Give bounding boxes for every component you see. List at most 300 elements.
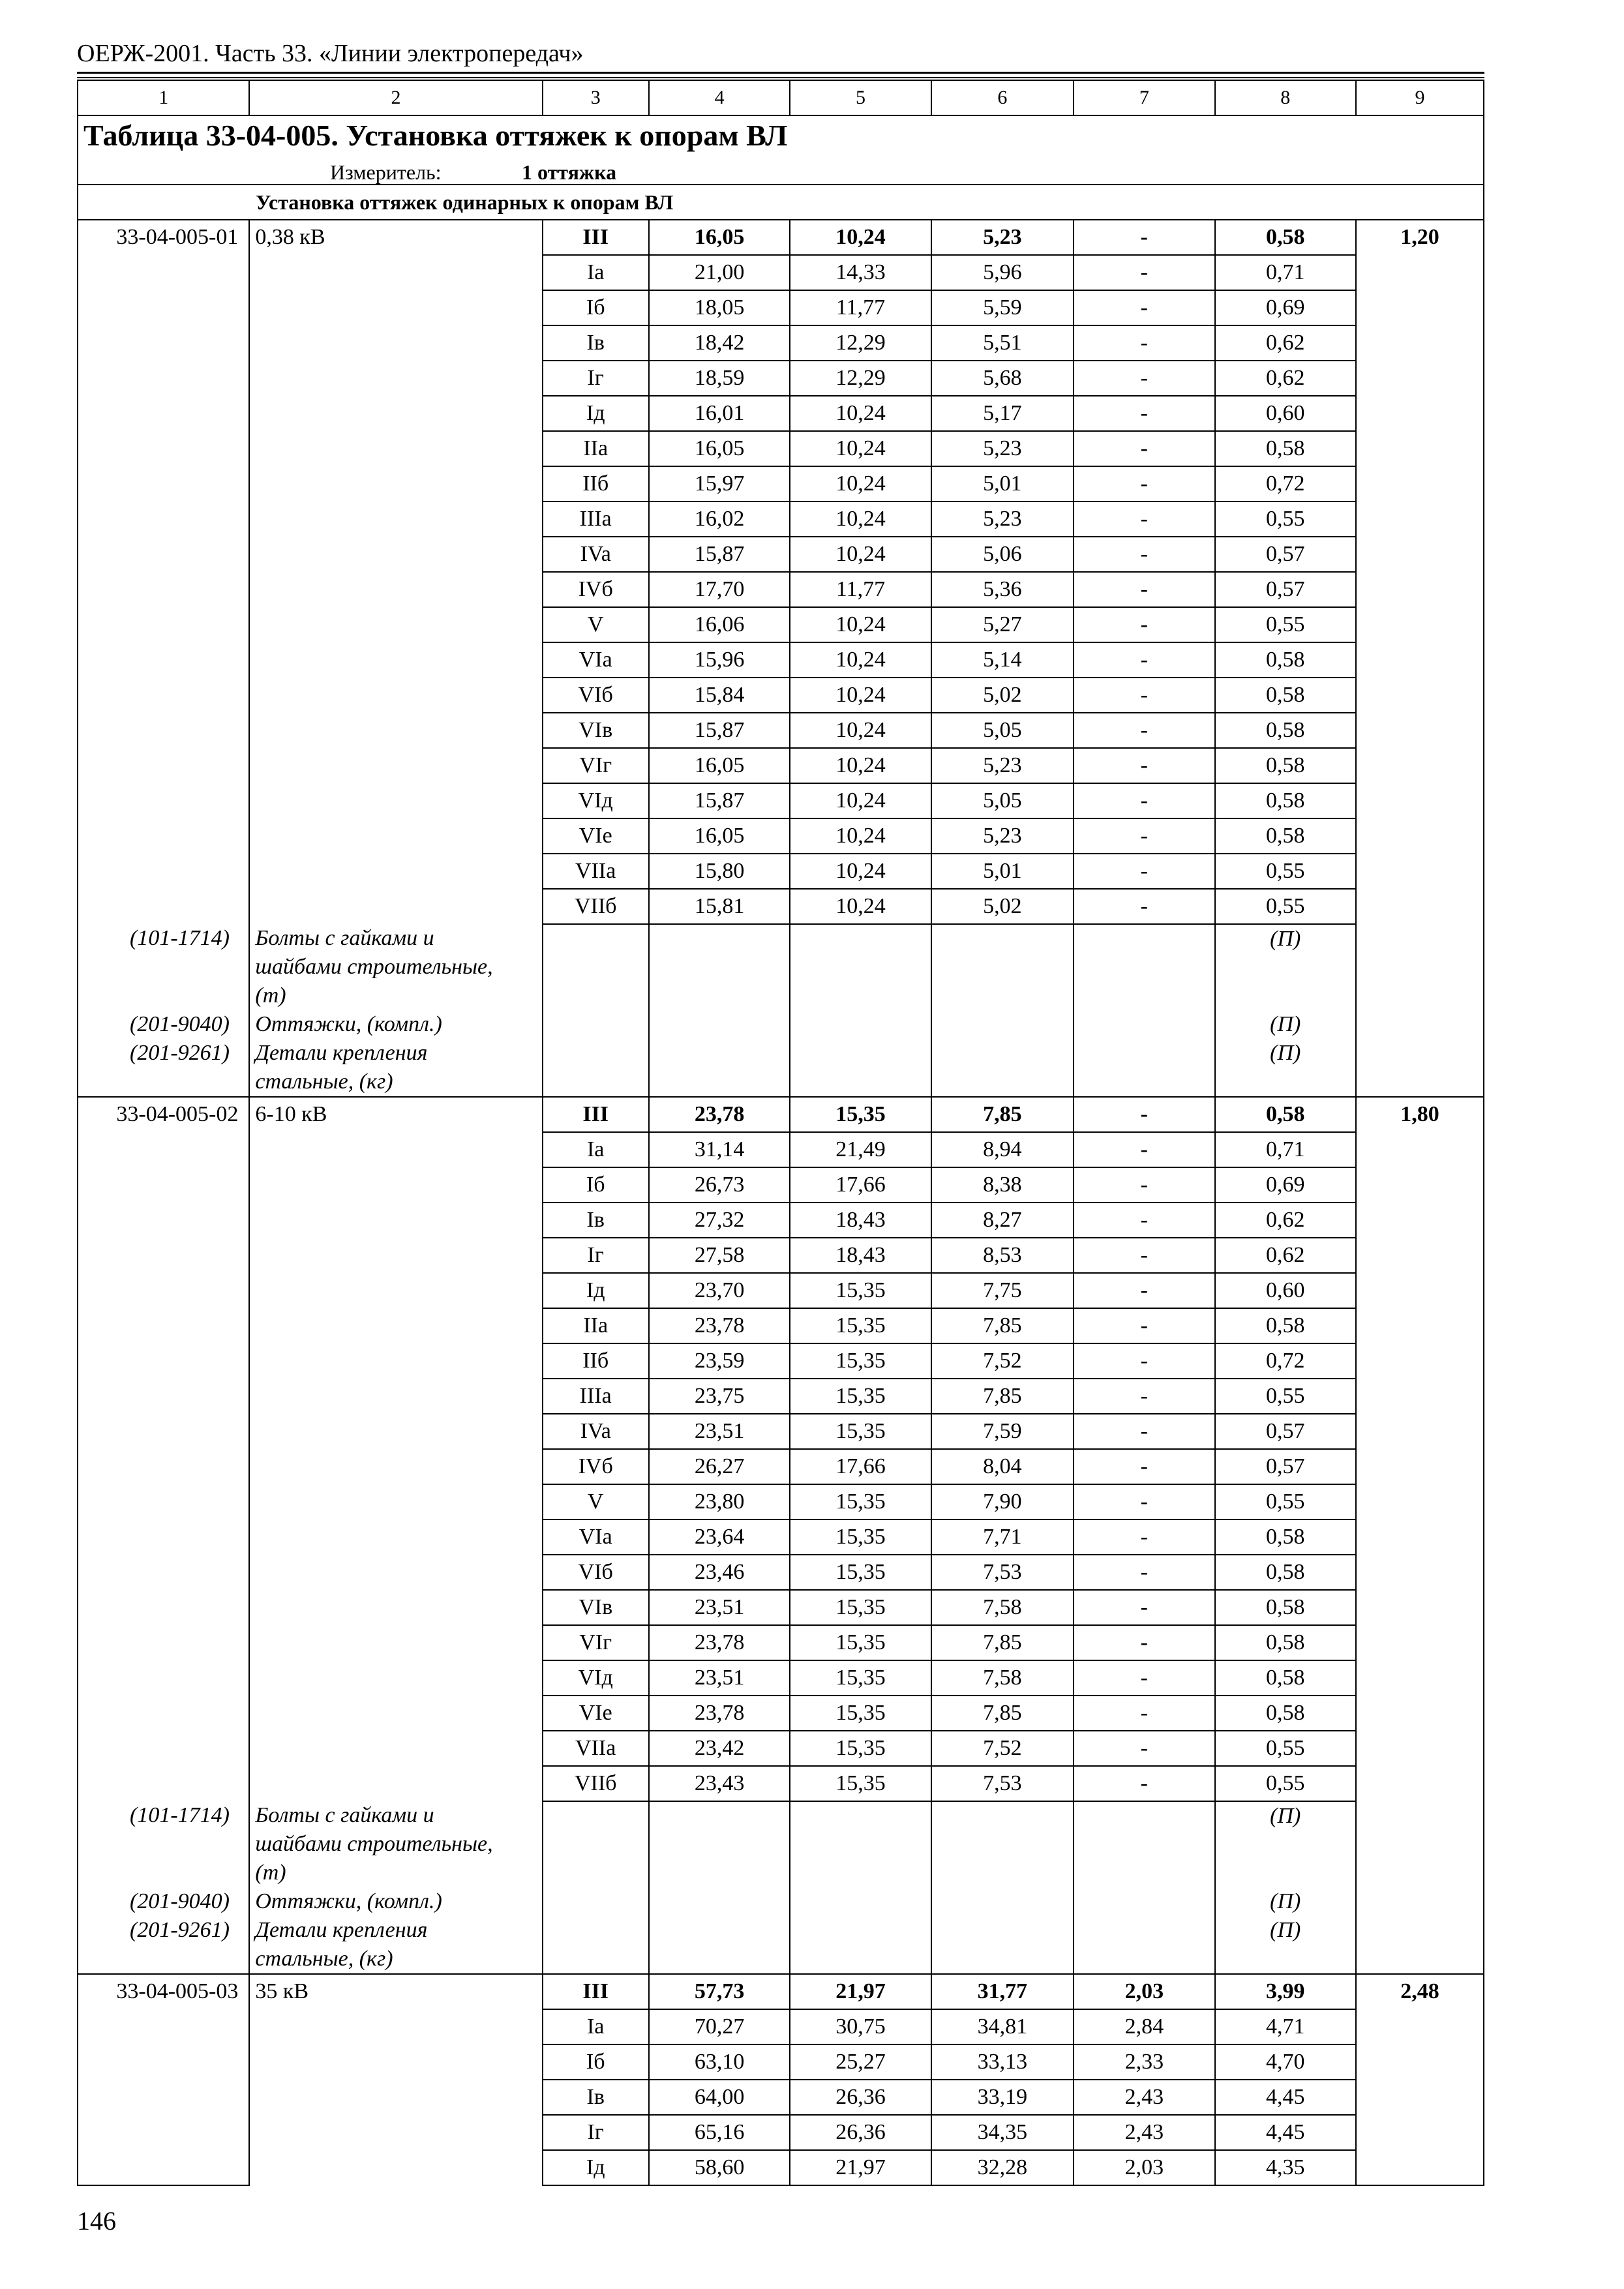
cell-col3: VIд bbox=[543, 783, 649, 818]
cell-col7: - bbox=[1074, 1449, 1214, 1484]
cell-col8: 0,58 bbox=[1215, 783, 1356, 818]
resource-code: (201-9040) bbox=[130, 1012, 230, 1036]
cell-col3: Iг bbox=[543, 2115, 649, 2150]
cell-col3: VIe bbox=[543, 1696, 649, 1731]
cell-col4: 23,51 bbox=[649, 1660, 790, 1696]
cell-col7: 2,84 bbox=[1074, 2009, 1214, 2044]
cell-col5: 10,24 bbox=[790, 783, 931, 818]
cell-col7: - bbox=[1074, 1132, 1214, 1167]
cell-col4: 64,00 bbox=[649, 2080, 790, 2115]
empty-cell bbox=[649, 1916, 790, 1974]
resource-row bbox=[78, 1039, 1484, 1097]
cell-col6: 7,85 bbox=[931, 1625, 1074, 1660]
cell-col5: 17,66 bbox=[790, 1449, 931, 1484]
cell-col4: 23,78 bbox=[649, 1696, 790, 1731]
cell-col5: 15,35 bbox=[790, 1308, 931, 1343]
cell-col3: VIб bbox=[543, 1555, 649, 1590]
measure-label: Измеритель: bbox=[330, 160, 442, 184]
cell-col3: Ia bbox=[543, 255, 649, 290]
cell-col5: 18,43 bbox=[790, 1203, 931, 1238]
section-name: 0,38 кВ bbox=[249, 220, 542, 924]
cell-col7: - bbox=[1074, 854, 1214, 889]
cell-col8: 0,58 bbox=[1215, 642, 1356, 678]
cell-col8: 0,58 bbox=[1215, 1660, 1356, 1696]
cell-col5: 11,77 bbox=[790, 572, 931, 607]
cell-col5: 10,24 bbox=[790, 396, 931, 431]
cell-col4: 23,42 bbox=[649, 1731, 790, 1766]
cell-col6: 5,17 bbox=[931, 396, 1074, 431]
cell-col8: 0,58 bbox=[1215, 1519, 1356, 1555]
resource-name-line: (т) bbox=[255, 1861, 286, 1885]
cell-col9: 1,80 bbox=[1356, 1097, 1484, 1974]
resource-unit: (П) bbox=[1215, 1039, 1356, 1097]
cell-col3: IIб bbox=[543, 466, 649, 501]
norms-table bbox=[77, 80, 1484, 2186]
cell-col5: 11,77 bbox=[790, 290, 931, 325]
cell-col3: VIIб bbox=[543, 889, 649, 924]
cell-col6: 7,85 bbox=[931, 1097, 1074, 1132]
resource-code: (201-9040) bbox=[130, 1889, 230, 1913]
cell-col4: 16,05 bbox=[649, 748, 790, 783]
cell-col8: 4,71 bbox=[1215, 2009, 1356, 2044]
cell-col4: 15,81 bbox=[649, 889, 790, 924]
resource-name-line: (т) bbox=[255, 983, 286, 1008]
cell-col4: 16,05 bbox=[649, 431, 790, 466]
cell-col8: 0,58 bbox=[1215, 431, 1356, 466]
cell-col8: 0,62 bbox=[1215, 361, 1356, 396]
measure-row bbox=[78, 155, 1484, 185]
page-number: 146 bbox=[77, 2206, 116, 2236]
empty-cell bbox=[931, 924, 1074, 1010]
resource-row bbox=[78, 1887, 1484, 1916]
cell-col9: 1,20 bbox=[1356, 220, 1484, 1097]
cell-col6: 7,58 bbox=[931, 1590, 1074, 1625]
cell-col6: 5,23 bbox=[931, 818, 1074, 854]
empty-cell bbox=[790, 1801, 931, 1887]
cell-col8: 0,60 bbox=[1215, 1273, 1356, 1308]
cell-col6: 5,02 bbox=[931, 889, 1074, 924]
cell-col5: 12,29 bbox=[790, 361, 931, 396]
cell-col3: Iв bbox=[543, 1203, 649, 1238]
cell-col7: - bbox=[1074, 1660, 1214, 1696]
column-number-row bbox=[78, 80, 1484, 115]
cell-col3: V bbox=[543, 607, 649, 642]
empty-cell bbox=[790, 1010, 931, 1039]
resource-name bbox=[249, 1010, 542, 1039]
cell-col3: VIIa bbox=[543, 1731, 649, 1766]
cell-col5: 10,24 bbox=[790, 818, 931, 854]
cell-col4: 15,87 bbox=[649, 783, 790, 818]
resource-name-line: Болты с гайками и bbox=[255, 926, 434, 950]
empty-cell bbox=[931, 1801, 1074, 1887]
cell-col5: 15,35 bbox=[790, 1414, 931, 1449]
cell-col8: 0,57 bbox=[1215, 537, 1356, 572]
cell-col5: 10,24 bbox=[790, 537, 931, 572]
resource-name-line: шайбами строительные, bbox=[255, 1832, 493, 1856]
cell-col5: 15,35 bbox=[790, 1097, 931, 1132]
cell-col5: 21,97 bbox=[790, 1974, 931, 2009]
resource-row bbox=[78, 1801, 1484, 1887]
cell-col7: - bbox=[1074, 607, 1214, 642]
cell-col6: 5,06 bbox=[931, 537, 1074, 572]
cell-col8: 0,58 bbox=[1215, 1555, 1356, 1590]
cell-col4: 27,32 bbox=[649, 1203, 790, 1238]
cell-col5: 10,24 bbox=[790, 431, 931, 466]
resource-unit: (П) bbox=[1215, 1887, 1356, 1916]
cell-col4: 15,80 bbox=[649, 854, 790, 889]
cell-col5: 17,66 bbox=[790, 1167, 931, 1203]
column-number: 3 bbox=[543, 80, 649, 115]
section-name: 35 кВ bbox=[249, 1974, 542, 2185]
cell-col4: 15,84 bbox=[649, 678, 790, 713]
cell-col8: 0,55 bbox=[1215, 854, 1356, 889]
cell-col4: 70,27 bbox=[649, 2009, 790, 2044]
cell-col3: Iб bbox=[543, 290, 649, 325]
column-number: 5 bbox=[790, 80, 931, 115]
empty-cell bbox=[543, 924, 649, 1010]
empty-cell bbox=[931, 1916, 1074, 1974]
cell-col4: 58,60 bbox=[649, 2150, 790, 2185]
cell-col4: 18,42 bbox=[649, 325, 790, 361]
cell-col7: - bbox=[1074, 431, 1214, 466]
cell-col6: 5,23 bbox=[931, 431, 1074, 466]
cell-col3: IVa bbox=[543, 537, 649, 572]
section-code: 33-04-005-03 bbox=[78, 1974, 249, 2185]
cell-col5: 15,35 bbox=[790, 1696, 931, 1731]
cell-col3: VIa bbox=[543, 1519, 649, 1555]
cell-col3: Iб bbox=[543, 1167, 649, 1203]
cell-col8: 0,55 bbox=[1215, 1379, 1356, 1414]
cell-col8: 0,57 bbox=[1215, 1414, 1356, 1449]
cell-col5: 15,35 bbox=[790, 1555, 931, 1590]
cell-col4: 23,80 bbox=[649, 1484, 790, 1519]
cell-col8: 0,72 bbox=[1215, 466, 1356, 501]
cell-col6: 32,28 bbox=[931, 2150, 1074, 2185]
cell-col3: VIд bbox=[543, 1660, 649, 1696]
cell-col4: 16,02 bbox=[649, 501, 790, 537]
cell-col7: - bbox=[1074, 1167, 1214, 1203]
empty-cell bbox=[790, 1039, 931, 1097]
column-number: 1 bbox=[78, 80, 249, 115]
cell-col4: 23,78 bbox=[649, 1625, 790, 1660]
cell-col4: 15,97 bbox=[649, 466, 790, 501]
cell-col7: - bbox=[1074, 1273, 1214, 1308]
cell-col5: 26,36 bbox=[790, 2115, 931, 2150]
cell-col3: VIг bbox=[543, 1625, 649, 1660]
cell-col5: 10,24 bbox=[790, 748, 931, 783]
cell-col7: - bbox=[1074, 361, 1214, 396]
cell-col5: 30,75 bbox=[790, 2009, 931, 2044]
cell-col5: 15,35 bbox=[790, 1625, 931, 1660]
cell-col7: - bbox=[1074, 325, 1214, 361]
cell-col6: 5,23 bbox=[931, 220, 1074, 255]
cell-col5: 10,24 bbox=[790, 678, 931, 713]
empty-cell bbox=[649, 1039, 790, 1097]
resource-row bbox=[78, 1916, 1484, 1974]
header-rule-double bbox=[77, 77, 1484, 78]
cell-col4: 21,00 bbox=[649, 255, 790, 290]
cell-col7: - bbox=[1074, 1308, 1214, 1343]
empty-cell bbox=[543, 1039, 649, 1097]
resource-name-line: шайбами строительные, bbox=[255, 955, 493, 979]
cell-col7: - bbox=[1074, 396, 1214, 431]
cell-col6: 7,58 bbox=[931, 1660, 1074, 1696]
cell-col3: Iв bbox=[543, 2080, 649, 2115]
cell-col3: IVa bbox=[543, 1414, 649, 1449]
cell-col7: - bbox=[1074, 1238, 1214, 1273]
cell-col4: 65,16 bbox=[649, 2115, 790, 2150]
cell-col7: - bbox=[1074, 713, 1214, 748]
cell-col8: 0,58 bbox=[1215, 818, 1356, 854]
table-row bbox=[78, 220, 1484, 255]
empty-cell bbox=[649, 1801, 790, 1887]
cell-col8: 0,60 bbox=[1215, 396, 1356, 431]
cell-col6: 8,53 bbox=[931, 1238, 1074, 1273]
cell-col4: 23,78 bbox=[649, 1097, 790, 1132]
cell-col8: 0,57 bbox=[1215, 1449, 1356, 1484]
cell-col7: - bbox=[1074, 1414, 1214, 1449]
cell-col5: 12,29 bbox=[790, 325, 931, 361]
cell-col6: 5,05 bbox=[931, 783, 1074, 818]
cell-col7: - bbox=[1074, 220, 1214, 255]
cell-col7: 2,43 bbox=[1074, 2080, 1214, 2115]
empty-cell bbox=[1074, 924, 1214, 1010]
cell-col3: VIIa bbox=[543, 854, 649, 889]
cell-col6: 7,85 bbox=[931, 1308, 1074, 1343]
cell-col8: 0,69 bbox=[1215, 1167, 1356, 1203]
empty-cell bbox=[790, 1887, 931, 1916]
cell-col6: 7,53 bbox=[931, 1766, 1074, 1801]
cell-col5: 10,24 bbox=[790, 501, 931, 537]
cell-col5: 15,35 bbox=[790, 1766, 931, 1801]
cell-col6: 5,59 bbox=[931, 290, 1074, 325]
cell-col6: 5,05 bbox=[931, 713, 1074, 748]
cell-col8: 0,57 bbox=[1215, 572, 1356, 607]
resource-code: (101-1714) bbox=[130, 1803, 230, 1827]
cell-col6: 5,68 bbox=[931, 361, 1074, 396]
cell-col7: - bbox=[1074, 1484, 1214, 1519]
resource-name-line: Детали крепления bbox=[255, 1041, 428, 1065]
cell-col3: Iд bbox=[543, 1273, 649, 1308]
cell-col6: 8,04 bbox=[931, 1449, 1074, 1484]
cell-col4: 23,46 bbox=[649, 1555, 790, 1590]
cell-col7: 2,03 bbox=[1074, 1974, 1214, 2009]
resource-name-line: Детали крепления bbox=[255, 1918, 428, 1942]
resource-row bbox=[78, 1010, 1484, 1039]
cell-col6: 33,19 bbox=[931, 2080, 1074, 2115]
cell-col4: 18,05 bbox=[649, 290, 790, 325]
cell-col5: 26,36 bbox=[790, 2080, 931, 2115]
cell-col5: 15,35 bbox=[790, 1660, 931, 1696]
resource-name-line: Болты с гайками и bbox=[255, 1803, 434, 1827]
cell-col5: 10,24 bbox=[790, 889, 931, 924]
cell-col6: 7,52 bbox=[931, 1343, 1074, 1379]
column-number: 7 bbox=[1074, 80, 1214, 115]
cell-col6: 8,38 bbox=[931, 1167, 1074, 1203]
cell-col5: 14,33 bbox=[790, 255, 931, 290]
cell-col3: III bbox=[543, 1974, 649, 2009]
empty-cell bbox=[543, 1801, 649, 1887]
empty-cell bbox=[790, 1916, 931, 1974]
resource-name bbox=[249, 1801, 542, 1887]
cell-col5: 15,35 bbox=[790, 1519, 931, 1555]
cell-col6: 7,75 bbox=[931, 1273, 1074, 1308]
cell-col5: 25,27 bbox=[790, 2044, 931, 2080]
empty-cell bbox=[1074, 1916, 1214, 1974]
cell-col3: Iб bbox=[543, 2044, 649, 2080]
cell-col6: 5,02 bbox=[931, 678, 1074, 713]
cell-col8: 0,72 bbox=[1215, 1343, 1356, 1379]
cell-col7: - bbox=[1074, 642, 1214, 678]
cell-col3: V bbox=[543, 1484, 649, 1519]
cell-col4: 17,70 bbox=[649, 572, 790, 607]
empty-cell bbox=[649, 1010, 790, 1039]
cell-col7: - bbox=[1074, 818, 1214, 854]
cell-col7: - bbox=[1074, 1379, 1214, 1414]
cell-col8: 4,45 bbox=[1215, 2115, 1356, 2150]
cell-col6: 8,94 bbox=[931, 1132, 1074, 1167]
cell-col6: 5,23 bbox=[931, 748, 1074, 783]
empty-cell bbox=[931, 1887, 1074, 1916]
cell-col8: 0,55 bbox=[1215, 607, 1356, 642]
cell-col4: 15,87 bbox=[649, 713, 790, 748]
cell-col8: 0,62 bbox=[1215, 1238, 1356, 1273]
cell-col7: - bbox=[1074, 1766, 1214, 1801]
empty-cell bbox=[1074, 1010, 1214, 1039]
cell-col6: 5,23 bbox=[931, 501, 1074, 537]
resource-unit: (П) bbox=[1215, 1010, 1356, 1039]
cell-col8: 0,58 bbox=[1215, 220, 1356, 255]
cell-col3: IVб bbox=[543, 1449, 649, 1484]
empty-cell bbox=[790, 924, 931, 1010]
cell-col7: 2,43 bbox=[1074, 2115, 1214, 2150]
cell-col6: 7,59 bbox=[931, 1414, 1074, 1449]
cell-col6: 5,01 bbox=[931, 466, 1074, 501]
cell-col7: - bbox=[1074, 783, 1214, 818]
cell-col8: 0,55 bbox=[1215, 501, 1356, 537]
cell-col4: 27,58 bbox=[649, 1238, 790, 1273]
cell-col5: 10,24 bbox=[790, 642, 931, 678]
empty-cell bbox=[1074, 1887, 1214, 1916]
cell-col6: 7,71 bbox=[931, 1519, 1074, 1555]
cell-col6: 5,96 bbox=[931, 255, 1074, 290]
cell-col8: 0,55 bbox=[1215, 1766, 1356, 1801]
resource-code: (201-9261) bbox=[130, 1918, 230, 1942]
cell-col8: 0,58 bbox=[1215, 748, 1356, 783]
cell-col8: 0,62 bbox=[1215, 325, 1356, 361]
cell-col4: 26,27 bbox=[649, 1449, 790, 1484]
resource-name bbox=[249, 1039, 542, 1097]
empty-cell bbox=[543, 1887, 649, 1916]
cell-col7: - bbox=[1074, 1555, 1214, 1590]
cell-col7: - bbox=[1074, 1625, 1214, 1660]
cell-col4: 23,51 bbox=[649, 1590, 790, 1625]
cell-col7: 2,03 bbox=[1074, 2150, 1214, 2185]
cell-col7: - bbox=[1074, 255, 1214, 290]
column-number: 4 bbox=[649, 80, 790, 115]
resource-unit: (П) bbox=[1215, 1916, 1356, 1974]
cell-col6: 5,14 bbox=[931, 642, 1074, 678]
header-rule bbox=[77, 72, 1484, 74]
section-code: 33-04-005-01 bbox=[78, 220, 249, 1097]
cell-col3: Iг bbox=[543, 361, 649, 396]
cell-col5: 15,35 bbox=[790, 1590, 931, 1625]
cell-col5: 15,35 bbox=[790, 1273, 931, 1308]
cell-col8: 0,71 bbox=[1215, 255, 1356, 290]
cell-col5: 15,35 bbox=[790, 1484, 931, 1519]
cell-col4: 57,73 bbox=[649, 1974, 790, 2009]
resource-name-line: стальные, (кг) bbox=[255, 1947, 393, 1971]
cell-col3: IIa bbox=[543, 1308, 649, 1343]
resource-name bbox=[249, 1887, 542, 1916]
cell-col6: 5,51 bbox=[931, 325, 1074, 361]
cell-col4: 16,01 bbox=[649, 396, 790, 431]
cell-col8: 4,70 bbox=[1215, 2044, 1356, 2080]
cell-col8: 0,55 bbox=[1215, 1731, 1356, 1766]
empty-cell bbox=[543, 1010, 649, 1039]
cell-col6: 7,90 bbox=[931, 1484, 1074, 1519]
cell-col8: 0,62 bbox=[1215, 1203, 1356, 1238]
cell-col6: 5,36 bbox=[931, 572, 1074, 607]
cell-col7: - bbox=[1074, 572, 1214, 607]
column-number: 8 bbox=[1215, 80, 1356, 115]
cell-col8: 0,58 bbox=[1215, 678, 1356, 713]
cell-col7: - bbox=[1074, 678, 1214, 713]
cell-col3: VIe bbox=[543, 818, 649, 854]
table-row bbox=[78, 1974, 1484, 2009]
cell-col4: 15,96 bbox=[649, 642, 790, 678]
cell-col4: 23,51 bbox=[649, 1414, 790, 1449]
resource-unit: (П) bbox=[1215, 1801, 1356, 1887]
cell-col6: 7,85 bbox=[931, 1379, 1074, 1414]
empty-cell bbox=[931, 1039, 1074, 1097]
subheader: Установка оттяжек одинарных к опорам ВЛ bbox=[78, 185, 1484, 220]
cell-col6: 7,52 bbox=[931, 1731, 1074, 1766]
cell-col8: 0,58 bbox=[1215, 1308, 1356, 1343]
cell-col4: 18,59 bbox=[649, 361, 790, 396]
measure-value: 1 оттяжка bbox=[522, 160, 617, 184]
cell-col4: 26,73 bbox=[649, 1167, 790, 1203]
cell-col4: 23,59 bbox=[649, 1343, 790, 1379]
cell-col8: 0,58 bbox=[1215, 1625, 1356, 1660]
cell-col5: 21,97 bbox=[790, 2150, 931, 2185]
empty-cell bbox=[649, 1887, 790, 1916]
resource-unit: (П) bbox=[1215, 924, 1356, 1010]
cell-col8: 0,55 bbox=[1215, 889, 1356, 924]
table-title: Таблица 33-04-005. Установка оттяжек к опорам ВЛ bbox=[83, 119, 788, 152]
cell-col7: - bbox=[1074, 501, 1214, 537]
cell-col3: IIIa bbox=[543, 1379, 649, 1414]
empty-cell bbox=[931, 1010, 1074, 1039]
section-code: 33-04-005-02 bbox=[78, 1097, 249, 1974]
cell-col3: VIб bbox=[543, 678, 649, 713]
cell-col7: - bbox=[1074, 1731, 1214, 1766]
cell-col5: 10,24 bbox=[790, 713, 931, 748]
cell-col7: - bbox=[1074, 1590, 1214, 1625]
column-number: 2 bbox=[249, 80, 542, 115]
cell-col8: 3,99 bbox=[1215, 1974, 1356, 2009]
cell-col5: 18,43 bbox=[790, 1238, 931, 1273]
cell-col8: 0,58 bbox=[1215, 1097, 1356, 1132]
cell-col4: 31,14 bbox=[649, 1132, 790, 1167]
cell-col6: 5,27 bbox=[931, 607, 1074, 642]
cell-col3: IIIa bbox=[543, 501, 649, 537]
cell-col5: 10,24 bbox=[790, 220, 931, 255]
cell-col8: 0,71 bbox=[1215, 1132, 1356, 1167]
cell-col7: - bbox=[1074, 1343, 1214, 1379]
resource-name bbox=[249, 1916, 542, 1974]
table-row bbox=[78, 1097, 1484, 1132]
